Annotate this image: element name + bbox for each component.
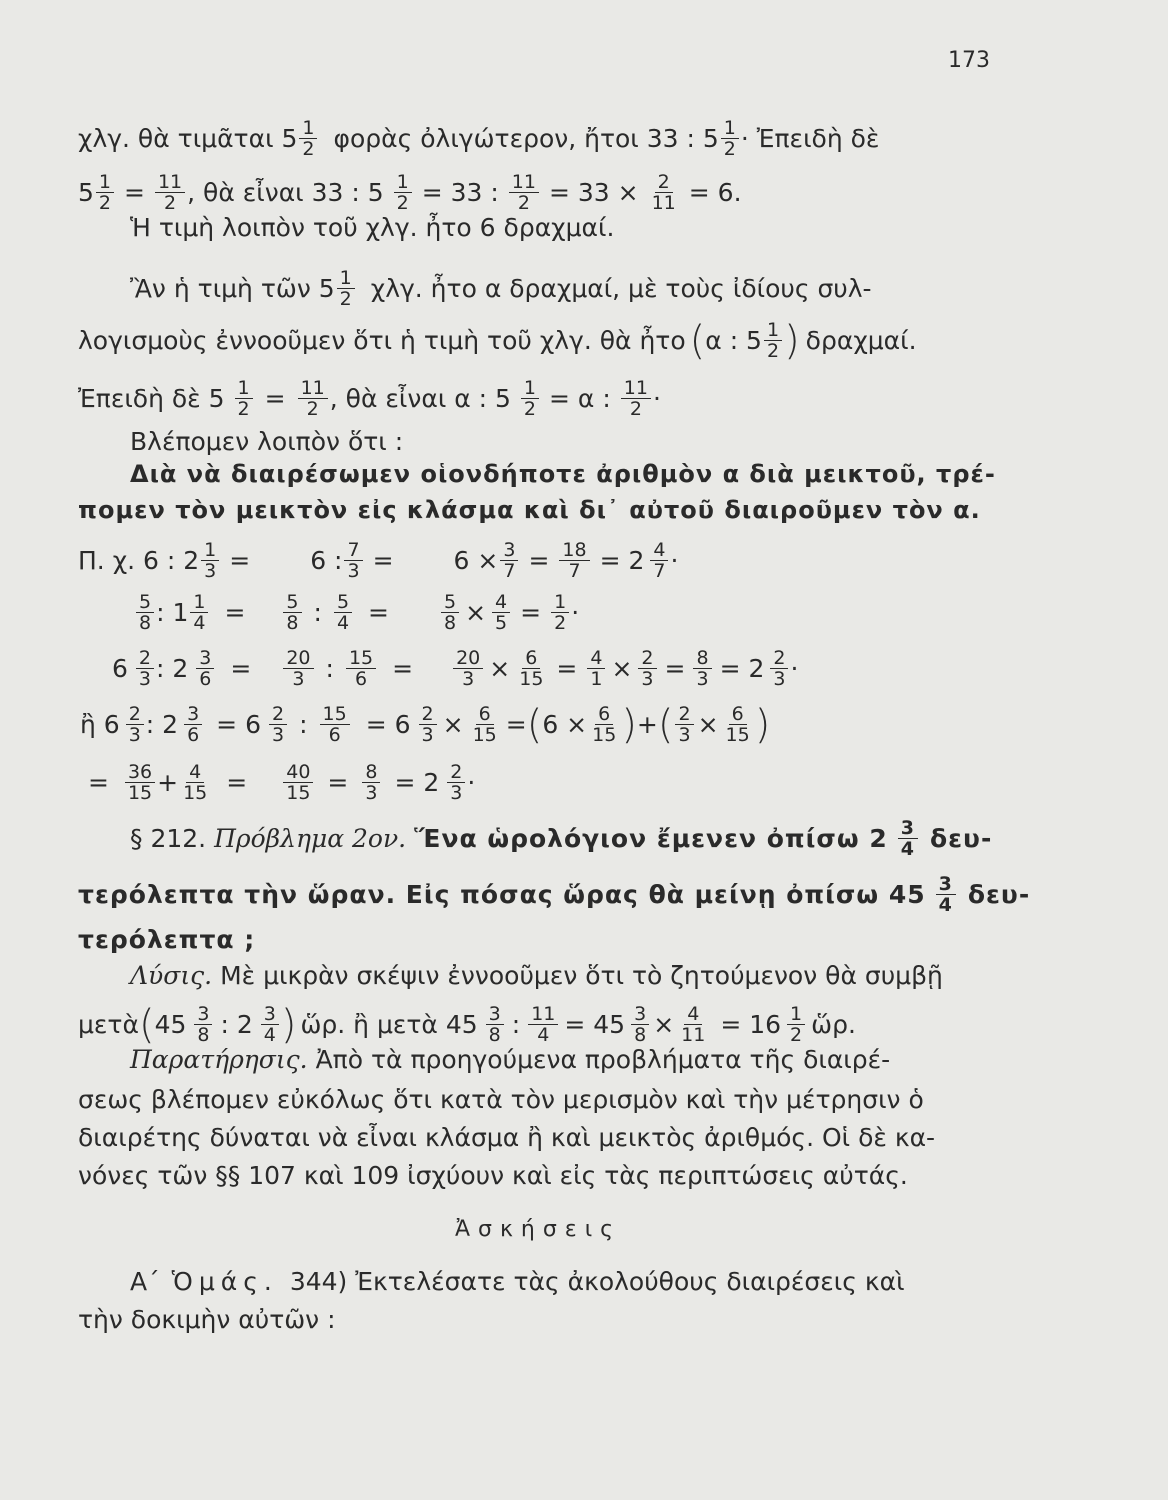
fraction: $\frac{18}{7}$ (559, 540, 589, 581)
fraction: $\frac{11}{4}$ (528, 1004, 558, 1045)
text-segment: Ἀπὸ τὰ προηγούμενα προβλήματα τῆς διαιρέ- (315, 1045, 891, 1074)
problem-line-1 (130, 818, 998, 859)
fraction: $\frac{11}{2}$ (155, 172, 185, 213)
fraction: $\frac{2}{3}$ (126, 704, 144, 745)
fraction: $\frac{3}{7}$ (500, 540, 518, 581)
fraction: $\frac{11}{2}$ (509, 172, 539, 213)
fraction: $\frac{20}{3}$ (283, 648, 313, 689)
text-segment: 6 × (453, 545, 499, 575)
text-segment: 6 × (542, 709, 588, 739)
fraction: $\frac{3}{8}$ (194, 1004, 212, 1045)
problem-label: Πρόβλημα 2ον. (214, 823, 407, 853)
fraction: $\frac{3}{8}$ (486, 1004, 504, 1045)
paren: ( (689, 317, 706, 364)
text-segment: = (88, 767, 109, 797)
solution-line-2 (78, 1001, 998, 1048)
text-segment: = (520, 597, 542, 627)
text-segment: = (505, 709, 527, 739)
fraction: $\frac{2}{3}$ (447, 762, 465, 803)
text-segment: : (511, 1009, 521, 1039)
text-segment: = (264, 383, 286, 413)
fraction: $\frac{2}{11}$ (651, 171, 676, 214)
text-segment: : 2 (156, 653, 189, 683)
rule-line-1: Διὰ νὰ διαιρέσωμεν οἱονδήποτε ἀριθμὸν α διὰ μεικτοῦ, τρέ- (130, 460, 996, 488)
text-segment: × (653, 1009, 675, 1039)
fraction: $\frac{3}{6}$ (184, 704, 202, 745)
fraction: $\frac{4}{7}$ (650, 540, 668, 581)
text-line-7: Βλέπομεν λοιπὸν ὅτι : (130, 427, 404, 456)
text-line-5 (78, 317, 998, 364)
fraction: $\frac{1}{2}$ (551, 592, 569, 633)
text-segment: = (664, 653, 686, 683)
text-segment: λογισμοὺς ἐννοοῦμεν ὅτι ἡ τιμὴ τοῦ χλγ. θὰ ἦτο (78, 325, 686, 355)
example-line-4 (80, 701, 996, 748)
fraction: $\frac{36}{15}$ (125, 762, 155, 803)
text-segment: ὥρ. (811, 1009, 856, 1039)
paren: ) (280, 1001, 297, 1048)
text-segment: = (327, 767, 349, 797)
text-segment: : (313, 597, 322, 627)
text-segment: = (528, 545, 550, 575)
fraction: $\frac{1}{2}$ (521, 378, 539, 419)
text-segment: × (489, 653, 511, 683)
fraction: $\frac{5}{8}$ (441, 592, 459, 633)
fraction: $\frac{2}{3}$ (675, 704, 693, 745)
problem-line-2 (78, 873, 1031, 916)
text-line-3: Ἡ τιμὴ λοιπὸν τοῦ χλγ. ἦτο 6 δραχμαί. (130, 213, 615, 242)
text-segment: : 2 (145, 709, 179, 739)
text-segment: = 6. (688, 177, 742, 207)
text-line-4 (130, 268, 998, 309)
fraction: $\frac{3}{6}$ (196, 648, 214, 689)
text-segment: = (226, 767, 248, 797)
text-segment: ὥρ. ἢ μετὰ 45 (300, 1009, 478, 1039)
text-segment: χλγ. ἦτο α δραχμαί, μὲ τοὺς ἰδίους συλ- (370, 273, 872, 303)
fraction: $\frac{1}{2}$ (96, 172, 114, 213)
fraction: $\frac{8}{3}$ (362, 762, 380, 803)
fraction: $\frac{5}{8}$ (136, 592, 154, 633)
example-line-1 (78, 540, 998, 581)
paren: ) (784, 317, 800, 364)
text-segment: × (611, 653, 633, 683)
remark-line-1 (130, 1042, 998, 1078)
text-segment: = 33 × (548, 177, 639, 207)
remark-label: Παρατήρησις. (130, 1045, 308, 1074)
text-segment: = (230, 653, 252, 683)
text-segment: 6 : (310, 545, 343, 575)
text-segment: Ἂν ἡ τιμὴ τῶν 5 (130, 273, 335, 303)
fraction: $\frac{6}{15}$ (519, 647, 544, 690)
text-segment: = 2 (394, 767, 440, 797)
text-segment: = (392, 653, 414, 683)
section-number: § 212. (130, 823, 207, 853)
text-segment: = 45 (564, 1009, 626, 1039)
fraction: $\frac{1}{2}$ (235, 378, 253, 419)
fraction: $\frac{2}{3}$ (770, 648, 788, 689)
text-segment: , θὰ εἶναι 33 : 5 (187, 177, 384, 207)
text-segment: 5 (78, 177, 94, 207)
text-segment: , θὰ εἶναι α : 5 (329, 383, 511, 413)
remark-line-3: διαιρέτης δύναται νὰ εἶναι κλάσμα ἢ καὶ μεικτὸς ἀριθμός. Οἱ δὲ κα- (78, 1123, 936, 1152)
text-segment: × (465, 597, 487, 627)
remark-line-4: νόνες τῶν §§ 107 καὶ 109 ἰσχύουν καὶ εἰς τὰς περιπτώσεις αὐτάς. (78, 1161, 908, 1190)
fraction: $\frac{1}{2}$ (764, 320, 782, 361)
text-segment: Π. χ. 6 : 2 (78, 545, 200, 575)
text-segment: = 33 : (421, 177, 499, 207)
example-line-5 (88, 762, 688, 803)
paren: ) (621, 701, 637, 748)
text-segment: = (556, 653, 578, 683)
fraction: $\frac{6}{15}$ (725, 703, 750, 746)
text-segment: + (157, 767, 179, 797)
text-segment: α : 5 (705, 325, 762, 355)
fraction: $\frac{6}{15}$ (472, 703, 497, 746)
text-segment: + (636, 709, 658, 739)
fraction: $\frac{20}{3}$ (453, 648, 483, 689)
text-segment: : 2 (220, 1009, 253, 1039)
text-segment: = 2 (599, 545, 645, 575)
problem-line-3: τερόλεπτα ; (78, 925, 256, 954)
text-segment: · (790, 653, 799, 683)
text-segment: · (652, 383, 661, 413)
fraction: $\frac{11}{2}$ (621, 378, 651, 419)
remark-line-2: σεως βλέπομεν εὐκόλως ὅτι κατὰ τὸν μερισμὸν καὶ τὴν μέτρησιν ὁ (78, 1085, 924, 1114)
text-segment: Α΄ (130, 1267, 160, 1296)
text-segment: δραχμαί. (805, 325, 917, 355)
solution-label: Λύσις. (130, 961, 213, 990)
fraction: $\frac{7}{3}$ (344, 540, 362, 581)
text-segment: · (670, 545, 679, 575)
fraction: $\frac{2}{3}$ (136, 648, 154, 689)
text-segment: · (571, 597, 580, 627)
text-line-2 (78, 172, 998, 213)
fraction: $\frac{1}{2}$ (394, 172, 412, 213)
text-segment: τερόλεπτα τὴν ὥραν. Εἰς πόσας ὥρας θὰ μείνῃ ὀπίσω 45 (78, 879, 926, 909)
text-segment: × (442, 709, 464, 739)
text-segment: · (467, 767, 476, 797)
text-segment: χλγ. θὰ τιμᾶται 5 (78, 123, 298, 153)
text-segment: Ἐπειδὴ δὲ 5 (78, 383, 225, 413)
fraction: $\frac{6}{15}$ (592, 703, 617, 746)
text-segment: = 16 (720, 1009, 782, 1039)
fraction: $\frac{40}{15}$ (283, 762, 313, 803)
exercise-line-2: τὴν δοκιμὴν αὐτῶν : (78, 1305, 336, 1334)
fraction: $\frac{2}{3}$ (419, 704, 437, 745)
text-segment: ἢ 6 (80, 709, 120, 739)
exercises-heading: Ἀσκήσεις (454, 1217, 622, 1242)
text-segment: = α : (549, 383, 611, 413)
fraction: $\frac{1}{2}$ (787, 1004, 805, 1045)
fraction: $\frac{4}{11}$ (681, 1003, 706, 1046)
text-segment: 344) Ἐκτελέσατε τὰς ἀκολούθους διαιρέσεις καὶ (289, 1267, 905, 1296)
fraction: $\frac{1}{2}$ (299, 118, 317, 159)
fraction: $\frac{2}{3}$ (638, 648, 656, 689)
text-segment: = 6 (365, 709, 411, 739)
text-segment: δευ- (929, 823, 993, 853)
fraction: $\frac{5}{8}$ (283, 592, 301, 633)
text-segment: Ἕνα ὡρολόγιον ἔμενεν ὀπίσω 2 (414, 823, 888, 853)
paren: ( (657, 701, 674, 748)
fraction: $\frac{15}{6}$ (346, 648, 376, 689)
fraction: $\frac{5}{4}$ (334, 592, 352, 633)
text-line-1 (78, 118, 998, 159)
example-line-3 (112, 648, 992, 689)
text-segment: φορὰς ὀλιγώτερον, ἤτοι 33 : 5 (333, 123, 719, 153)
fraction: $\frac{1}{4}$ (190, 592, 208, 633)
paren: ( (138, 1001, 155, 1048)
paren: ( (526, 701, 543, 748)
text-segment: Μὲ μικρὰν σκέψιν ἐννοοῦμεν ὅτι τὸ ζητούμενον θὰ συμβῇ (220, 961, 943, 990)
rule-line-2: πομεν τὸν μεικτὸν εἰς κλάσμα καὶ δι᾽ αὐτοῦ διαιροῦμεν τὸν α. (78, 496, 981, 524)
text-segment: × (697, 709, 719, 739)
fraction: $\frac{3}{4}$ (936, 874, 956, 915)
text-segment: · Ἐπειδὴ δὲ (740, 123, 880, 153)
fraction: $\frac{3}{4}$ (261, 1004, 279, 1045)
text-line-6 (78, 378, 998, 419)
solution-line-1 (130, 958, 998, 994)
example-line-2 (134, 592, 994, 633)
text-segment: = (224, 597, 246, 627)
fraction: $\frac{1}{2}$ (721, 118, 739, 159)
page-number: 173 (948, 48, 990, 73)
text-segment: 6 (112, 653, 128, 683)
text-segment: δευ- (967, 879, 1031, 909)
text-segment: = (124, 177, 145, 207)
fraction: $\frac{3}{8}$ (631, 1004, 649, 1045)
exercise-line-1 (130, 1264, 998, 1300)
text-segment: : 1 (156, 597, 189, 627)
fraction: $\frac{15}{6}$ (320, 704, 350, 745)
fraction: $\frac{2}{3}$ (269, 704, 287, 745)
fraction: $\frac{3}{4}$ (898, 818, 918, 859)
text-segment: μετὰ (78, 1009, 139, 1039)
fraction: $\frac{4}{15}$ (183, 761, 208, 804)
paren: ) (754, 701, 771, 748)
text-segment: : (325, 653, 334, 683)
text-segment: = (372, 545, 394, 575)
text-segment: = 2 (719, 653, 765, 683)
fraction: $\frac{11}{2}$ (298, 378, 328, 419)
fraction: $\frac{8}{3}$ (693, 648, 711, 689)
group-label: Ὁμάς. (171, 1267, 278, 1296)
fraction: $\frac{1}{3}$ (201, 540, 219, 581)
text-segment: = (229, 545, 251, 575)
fraction: $\frac{4}{5}$ (492, 592, 510, 633)
fraction: $\frac{1}{2}$ (337, 268, 355, 309)
text-segment: : (299, 709, 308, 739)
text-segment: 45 (154, 1009, 187, 1039)
text-segment: = 6 (216, 709, 261, 739)
fraction: $\frac{4}{1}$ (587, 648, 605, 689)
text-segment: = (368, 597, 389, 627)
